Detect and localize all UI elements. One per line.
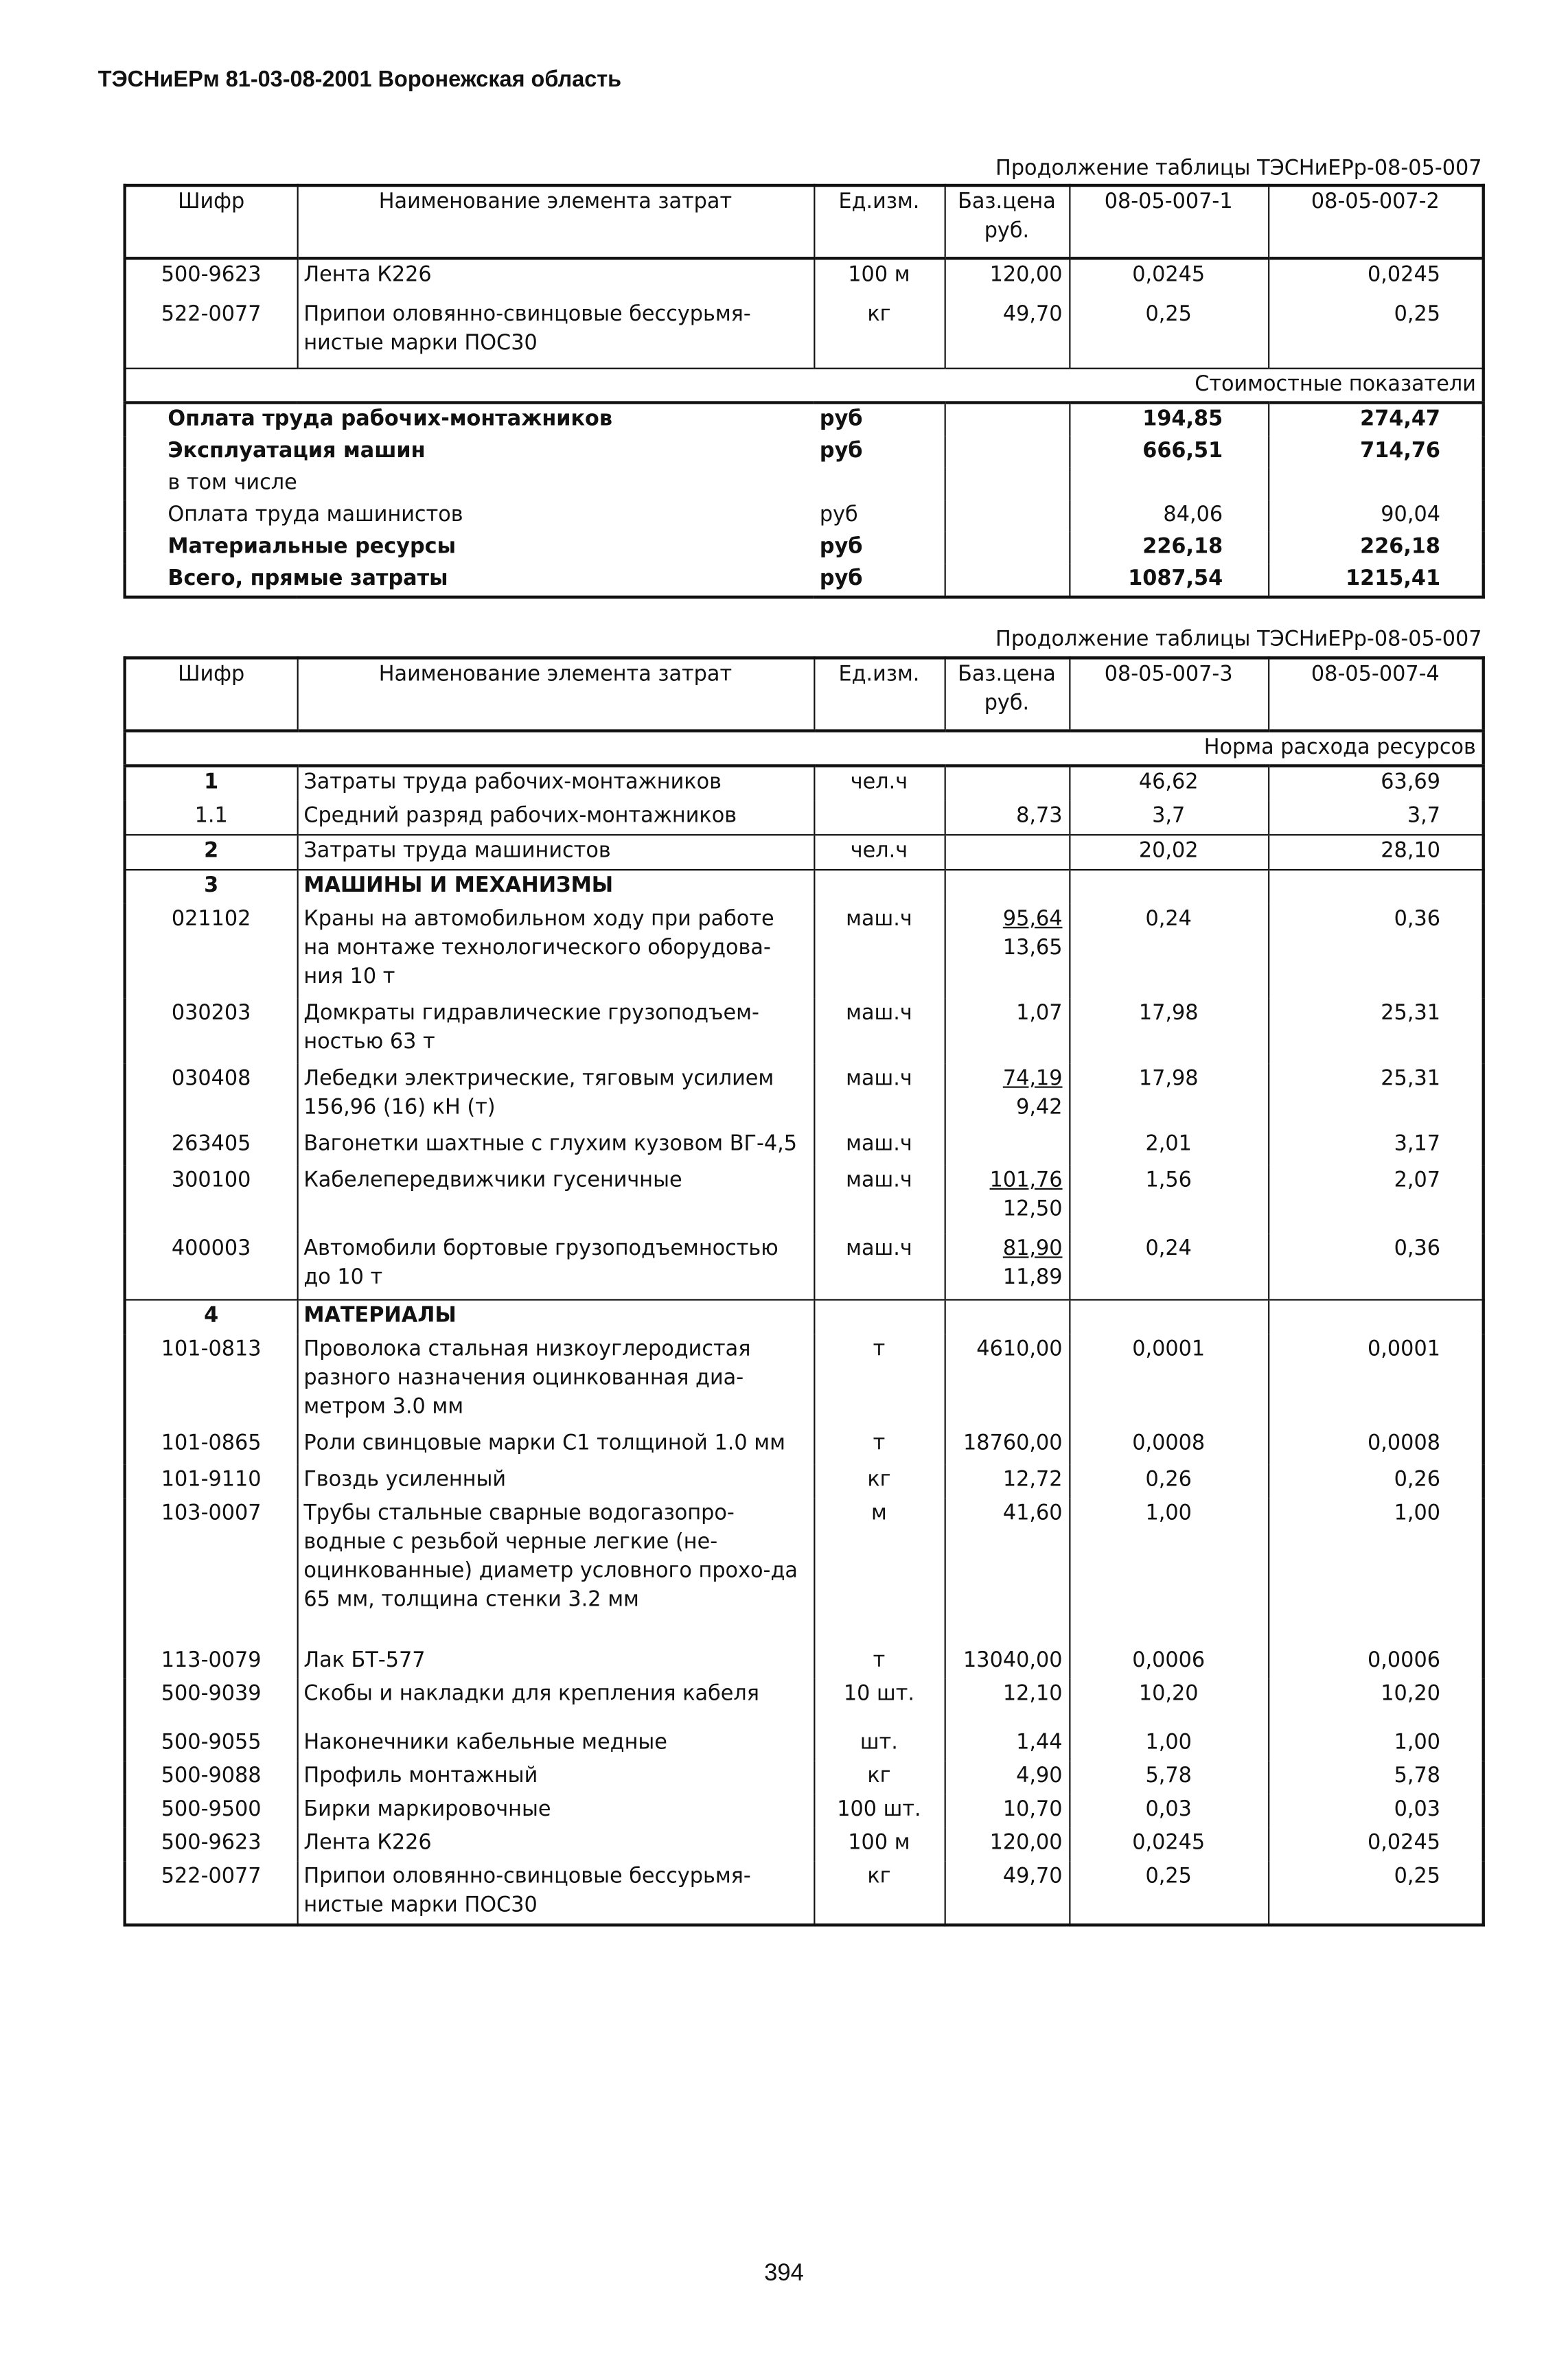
row-price: [945, 258, 1070, 299]
summary-label: Материальные ресурсы: [168, 535, 457, 559]
header-unit: Ед.изм.: [814, 658, 944, 730]
row-code: 030408: [125, 1063, 297, 1129]
table-row: [125, 1861, 1484, 1925]
summary-label: Оплата труда рабочих-монтажников: [125, 403, 814, 437]
row-price: [945, 1728, 1070, 1761]
row-value-2: 0,25: [1394, 1864, 1441, 1889]
header-price: Баз.цена руб.: [945, 658, 1070, 730]
summary-value-2: 226,18: [1360, 535, 1441, 559]
row-unit: чел.ч: [814, 766, 944, 801]
summary-row: [125, 436, 1484, 467]
row-code: 500-9623: [125, 258, 297, 299]
row-price: [945, 1465, 1070, 1499]
row-code: 522-0077: [125, 1861, 297, 1925]
row-value-1: 3,7: [1069, 800, 1268, 835]
row-value-1: 0,03: [1069, 1794, 1268, 1828]
summary-price: [945, 436, 1070, 467]
table-row: [125, 1761, 1484, 1794]
row-value-2: 0,0001: [1368, 1337, 1441, 1362]
row-name: МАТЕРИАЛЫ: [297, 1299, 814, 1334]
row-price-value: 4610,00: [976, 1337, 1063, 1362]
summary-unit: руб: [814, 532, 944, 564]
row-unit: т: [814, 1334, 944, 1428]
row-value-1: 1,56: [1069, 1166, 1268, 1234]
row-price-value: 120,00: [989, 1831, 1063, 1856]
row-value-2: 2,07: [1394, 1168, 1441, 1193]
row-value-1: [1069, 870, 1268, 904]
table-row: [125, 1728, 1484, 1761]
table-row: [125, 299, 1484, 369]
row-price-value: 18760,00: [963, 1431, 1063, 1456]
page-number: 394: [764, 2261, 804, 2287]
row-unit: маш.ч: [814, 998, 944, 1063]
row-unit: кг: [814, 1761, 944, 1794]
summary-row: [125, 532, 1484, 564]
row-value-1: 0,25: [1069, 299, 1268, 369]
row-name: Скобы и накладки для крепления кабеля: [297, 1679, 814, 1728]
summary-value-1: 194,85: [1069, 403, 1268, 437]
band-label: Норма расхода ресурсов: [125, 731, 1484, 766]
row-code: 101-0865: [125, 1429, 297, 1465]
row-unit: 100 м: [814, 258, 944, 299]
header-col-1: 08-05-007-3: [1069, 658, 1268, 730]
summary-unit: [814, 468, 944, 500]
row-unit: [814, 870, 944, 904]
document-header: ТЭСНиЕРм 81-03-08-2001 Воронежская область: [97, 67, 622, 93]
row-value-2: 5,78: [1394, 1764, 1441, 1789]
summary-row: [125, 403, 1484, 437]
row-code: 4: [125, 1299, 297, 1334]
table-row: [125, 835, 1484, 870]
header-code: Шифр: [125, 658, 297, 730]
row-value-1: 0,0008: [1069, 1429, 1268, 1465]
table-row: [125, 1679, 1484, 1728]
header-row: [125, 185, 1484, 258]
row-value-1: 17,98: [1069, 998, 1268, 1063]
row-price: [945, 870, 1070, 904]
row-code: 500-9623: [125, 1828, 297, 1862]
row-unit: маш.ч: [814, 1063, 944, 1129]
table-row: [125, 1429, 1484, 1465]
table-row: [125, 1299, 1484, 1334]
table-row: [125, 258, 1484, 299]
row-unit: 10 шт.: [814, 1679, 944, 1728]
table1-caption: Продолжение таблицы ТЭСНиЕРр-08-05-007: [995, 156, 1482, 181]
header-col-1: 08-05-007-1: [1069, 185, 1268, 258]
row-value-2: 0,03: [1394, 1797, 1441, 1822]
row-price: [945, 1063, 1070, 1129]
row-value-1: 2,01: [1069, 1129, 1268, 1165]
summary-label: Оплата труда машинистов: [168, 502, 463, 528]
table-row: [125, 1234, 1484, 1299]
row-value-2: 0,0245: [1368, 1831, 1441, 1856]
band-row: [125, 369, 1484, 403]
table-row: [125, 1166, 1484, 1234]
row-value-1: 0,0001: [1069, 1334, 1268, 1428]
row-value-1: 0,25: [1069, 1861, 1268, 1925]
row-price-value: 8,73: [1016, 803, 1063, 829]
row-price: [945, 766, 1070, 801]
table-row: [125, 1063, 1484, 1129]
summary-unit: руб: [814, 564, 944, 597]
table-row: [125, 904, 1484, 998]
row-value-2: 3,17: [1394, 1131, 1441, 1157]
row-price-value: 12,10: [1002, 1682, 1063, 1707]
row-value-2: 0,36: [1394, 1236, 1441, 1262]
summary-value-1: [1069, 468, 1268, 500]
row-unit: шт.: [814, 1728, 944, 1761]
summary-price: [945, 403, 1070, 437]
cost-table-2: [124, 656, 1485, 1926]
row-name: Наконечники кабельные медные: [297, 1728, 814, 1761]
summary-unit: руб: [814, 500, 944, 531]
row-price-machinist: 9,42: [1016, 1095, 1063, 1120]
row-name: Лак БТ-577: [297, 1645, 814, 1679]
row-price-machinist: 13,65: [1002, 936, 1063, 960]
table-row: [125, 870, 1484, 904]
row-value-1: 0,24: [1069, 904, 1268, 998]
row-name: МАШИНЫ И МЕХАНИЗМЫ: [297, 870, 814, 904]
summary-label: Эксплуатация машин: [168, 439, 426, 464]
row-value-1: 0,0245: [1069, 258, 1268, 299]
row-name: Проволока стальная низкоуглеродистая разного назначения оцинкованная диа-метром 3.0 мм: [297, 1334, 814, 1428]
row-price-value: 49,70: [1002, 302, 1063, 327]
header-col-2: 08-05-007-2: [1268, 185, 1484, 258]
row-value-2: [1268, 1299, 1484, 1334]
summary-value-1: 1087,54: [1069, 564, 1268, 597]
row-price-machinist: 12,50: [1002, 1197, 1063, 1222]
row-price: [945, 1861, 1070, 1925]
row-name: Лента К226: [297, 258, 814, 299]
row-unit: кг: [814, 1465, 944, 1499]
row-value-2: 0,26: [1394, 1468, 1441, 1492]
row-name: Роли свинцовые марки С1 толщиной 1.0 мм: [297, 1429, 814, 1465]
row-unit: маш.ч: [814, 904, 944, 998]
row-price-value: 81,90: [1002, 1236, 1063, 1262]
row-name: Припои оловянно-свинцовые бессурьмя-нистые марки ПОС30: [297, 299, 814, 369]
row-code: 101-0813: [125, 1334, 297, 1428]
row-price: [945, 1645, 1070, 1679]
row-value-2: 1,00: [1394, 1730, 1441, 1755]
row-code: 300100: [125, 1166, 297, 1234]
row-value-2: 0,0008: [1368, 1431, 1441, 1456]
row-price-value: 4,90: [1016, 1764, 1063, 1789]
row-price: [945, 1334, 1070, 1428]
row-value-2: 63,69: [1268, 766, 1484, 801]
row-value-2: 25,31: [1381, 1066, 1441, 1091]
summary-value-1: 666,51: [1069, 436, 1268, 467]
summary-unit: руб: [814, 403, 944, 437]
row-price-value: 95,64: [1002, 907, 1063, 932]
row-name: Краны на автомобильном ходу при работе на монтаже технологического оборудова-ния 10 т: [297, 904, 814, 998]
table-row: [125, 1828, 1484, 1862]
row-value-1: 0,24: [1069, 1234, 1268, 1299]
row-value-2: 10,20: [1381, 1682, 1441, 1707]
row-price-value: 10,70: [1002, 1797, 1063, 1822]
summary-unit: руб: [814, 436, 944, 467]
row-name: Кабелепередвижчики гусеничные: [297, 1166, 814, 1234]
row-value-2: 1,00: [1394, 1501, 1441, 1526]
row-name: Бирки маркировочные: [297, 1794, 814, 1828]
row-price-value: 74,19: [1002, 1066, 1063, 1091]
row-unit: кг: [814, 1861, 944, 1925]
row-price: [945, 998, 1070, 1063]
row-code: 500-9088: [125, 1761, 297, 1794]
row-value-2: 3,7: [1407, 803, 1441, 829]
row-value-1: 17,98: [1069, 1063, 1268, 1129]
header-code: Шифр: [125, 185, 297, 258]
row-name: Затраты труда машинистов: [297, 835, 814, 870]
row-name: Затраты труда рабочих-монтажников: [297, 766, 814, 801]
row-name: Лебедки электрические, тяговым усилием 156,96 (16) кН (т): [297, 1063, 814, 1129]
header-price: Баз.цена руб.: [945, 185, 1070, 258]
row-name: Гвоздь усиленный: [297, 1465, 814, 1499]
row-price-machinist: 11,89: [1002, 1265, 1063, 1291]
row-value-2: 0,0245: [1368, 262, 1441, 288]
summary-value-1: 84,06: [1069, 500, 1268, 531]
row-price: [945, 1299, 1070, 1334]
table-row: [125, 998, 1484, 1063]
row-value-1: 1,00: [1069, 1498, 1268, 1645]
row-unit: чел.ч: [814, 835, 944, 870]
row-code: 522-0077: [125, 299, 297, 369]
summary-price: [945, 564, 1070, 597]
row-unit: маш.ч: [814, 1129, 944, 1165]
row-price: [945, 1129, 1070, 1165]
row-value-1: [1069, 1299, 1268, 1334]
header-name: Наименование элемента затрат: [297, 185, 814, 258]
row-code: 400003: [125, 1234, 297, 1299]
table-row: [125, 1465, 1484, 1499]
row-name: Припои оловянно-свинцовые бессурьмя-нистые марки ПОС30: [297, 1861, 814, 1925]
summary-row: [125, 564, 1484, 597]
row-code: 263405: [125, 1129, 297, 1165]
row-name: Средний разряд рабочих-монтажников: [297, 800, 814, 835]
row-price: [945, 1166, 1070, 1234]
row-price: [945, 299, 1070, 369]
table-row: [125, 766, 1484, 801]
row-unit: [814, 800, 944, 835]
row-name: Лента К226: [297, 1828, 814, 1862]
row-unit: т: [814, 1645, 944, 1679]
row-price: [945, 1498, 1070, 1645]
row-price: [945, 904, 1070, 998]
row-value-2: 0,0006: [1368, 1648, 1441, 1673]
header-unit: Ед.изм.: [814, 185, 944, 258]
row-unit: м: [814, 1498, 944, 1645]
row-code: 1.1: [125, 800, 297, 835]
row-code: 113-0079: [125, 1645, 297, 1679]
header-name: Наименование элемента затрат: [297, 658, 814, 730]
row-price-value: 120,00: [989, 262, 1063, 288]
summary-price: [945, 532, 1070, 564]
table-row: [125, 800, 1484, 835]
row-name: Автомобили бортовые грузоподъемностью до 10 т: [297, 1234, 814, 1299]
header-row: [125, 658, 1484, 730]
header-col-2: 08-05-007-4: [1268, 658, 1484, 730]
row-price: [945, 835, 1070, 870]
row-value-2: [1268, 870, 1484, 904]
row-price-value: 41,60: [1002, 1501, 1063, 1526]
summary-value-2: 1215,41: [1346, 566, 1441, 591]
row-code: 2: [125, 835, 297, 870]
row-code: 500-9055: [125, 1728, 297, 1761]
summary-row: [125, 468, 1484, 500]
row-code: 1: [125, 766, 297, 801]
row-value-1: 20,02: [1069, 835, 1268, 870]
cost-table-1: [124, 184, 1485, 599]
summary-value-2: 274,47: [1268, 403, 1484, 437]
row-price-value: 13040,00: [963, 1648, 1063, 1673]
band-row: [125, 731, 1484, 766]
row-price: [945, 1679, 1070, 1728]
table-row: [125, 1645, 1484, 1679]
band-label: Стоимостные показатели: [125, 369, 1484, 403]
row-value-1: 0,0006: [1069, 1645, 1268, 1679]
row-price: [945, 800, 1070, 835]
summary-row: [125, 500, 1484, 531]
row-code: 500-9039: [125, 1679, 297, 1728]
row-price-value: 1,07: [1016, 1001, 1063, 1026]
row-name: Профиль монтажный: [297, 1761, 814, 1794]
row-value-2: 0,25: [1394, 302, 1441, 327]
row-price: [945, 1429, 1070, 1465]
row-price-value: 1,44: [1016, 1730, 1063, 1755]
row-value-1: 46,62: [1069, 766, 1268, 801]
row-code: 500-9500: [125, 1794, 297, 1828]
row-name: Вагонетки шахтные с глухим кузовом ВГ-4,5: [297, 1129, 814, 1165]
row-unit: [814, 1299, 944, 1334]
summary-value-2: [1268, 468, 1484, 500]
row-value-1: 0,26: [1069, 1465, 1268, 1499]
row-unit: т: [814, 1429, 944, 1465]
row-name: Трубы стальные сварные водогазопро-водные с резьбой черные легкие (не-оцинкованные) диаметр условного прохо-да 65 мм, толщина стенки 3.2 мм: [297, 1498, 814, 1645]
summary-label: в том числе: [168, 471, 297, 496]
summary-value-2: 90,04: [1381, 502, 1441, 528]
table2-caption: Продолжение таблицы ТЭСНиЕРр-08-05-007: [995, 627, 1482, 652]
row-price-value: 12,72: [1002, 1468, 1063, 1492]
row-value-2: 25,31: [1381, 1001, 1441, 1026]
table-row: [125, 1129, 1484, 1165]
row-price-value: 101,76: [989, 1168, 1063, 1193]
summary-price: [945, 468, 1070, 500]
row-price: [945, 1234, 1070, 1299]
row-code: 021102: [125, 904, 297, 998]
row-value-1: 0,0245: [1069, 1828, 1268, 1862]
row-code: 3: [125, 870, 297, 904]
row-unit: 100 м: [814, 1828, 944, 1862]
summary-label: Всего, прямые затраты: [168, 566, 448, 591]
row-unit: маш.ч: [814, 1166, 944, 1234]
row-value-2: 28,10: [1268, 835, 1484, 870]
table-row: [125, 1498, 1484, 1645]
row-value-1: 5,78: [1069, 1761, 1268, 1794]
row-code: 030203: [125, 998, 297, 1063]
summary-value-2: 714,76: [1360, 439, 1441, 464]
table-row: [125, 1794, 1484, 1828]
row-code: 101-9110: [125, 1465, 297, 1499]
row-price: [945, 1794, 1070, 1828]
summary-price: [945, 500, 1070, 531]
row-price: [945, 1761, 1070, 1794]
row-code: 103-0007: [125, 1498, 297, 1645]
row-unit: маш.ч: [814, 1234, 944, 1299]
row-value-2: 0,36: [1394, 907, 1441, 932]
row-price-value: 49,70: [1002, 1864, 1063, 1889]
row-unit: 100 шт.: [814, 1794, 944, 1828]
row-unit: кг: [814, 299, 944, 369]
summary-value-1: 226,18: [1069, 532, 1268, 564]
row-value-1: 1,00: [1069, 1728, 1268, 1761]
row-value-1: 10,20: [1069, 1679, 1268, 1728]
row-name: Домкраты гидравлические грузоподъем-ностью 63 т: [297, 998, 814, 1063]
row-price: [945, 1828, 1070, 1862]
table-row: [125, 1334, 1484, 1428]
